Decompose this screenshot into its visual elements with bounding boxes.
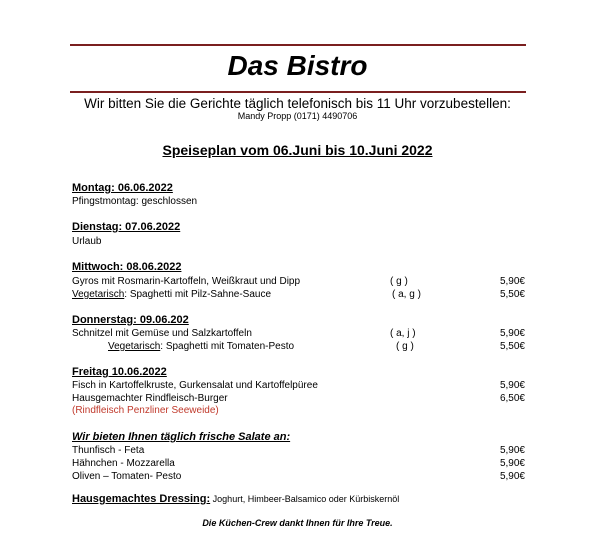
thursday-dish-1-price: 5,90€ [499,328,525,339]
friday-dish-2-note: (Rindfleisch Penzliner Seeweide) [72,405,219,416]
thursday-dish-1-allergens: ( a, j ) [390,328,416,339]
day-heading-tuesday: Dienstag: 07.06.2022 [72,221,181,233]
friday-dish-1-price: 5,90€ [499,380,525,391]
salads-heading: Wir bieten Ihnen täglich frische Salate an: [72,431,291,443]
thursday-dish-1: Schnitzel mit Gemüse und Salzkartoffeln [72,328,252,339]
top-rule [70,44,526,46]
title-rule [70,91,526,93]
wednesday-dish-2-price: 5,50€ [499,289,525,300]
dressing-options: Joghurt, Himbeer-Balsamico oder Kürbiskernöl [210,494,400,504]
thanks-note: Die Küchen-Crew dankt Ihnen für Ihre Treue. [202,518,393,528]
salad-item: Oliven – Tomaten- Pesto [72,471,182,482]
dressing-line [72,489,399,507]
friday-dish-2-price: 6,50€ [499,393,525,404]
wednesday-dish-1: Gyros mit Rosmarin-Kartoffeln, Weißkraut und Dipp [72,276,301,287]
salad-item-price: 5,90€ [499,458,525,469]
monday-note: Pfingstmontag: geschlossen [72,196,198,207]
page-title: Das Bistro [227,50,368,81]
wednesday-dish-1-allergens: ( g ) [390,276,408,287]
vegetarian-label: Vegetarisch [72,289,125,300]
wednesday-dish-2-allergens: ( a, g ) [392,289,421,300]
friday-dish-2: Hausgemachter Rindfleisch-Burger [72,393,228,404]
thursday-dish-2-allergens: ( g ) [396,341,414,352]
tuesday-note: Urlaub [72,236,102,247]
salad-item: Thunfisch - Feta [72,445,145,456]
salad-item: Hähnchen - Mozzarella [72,458,175,469]
contact-line: Mandy Propp (0171) 4490706 [237,111,358,121]
thursday-dish-2-price: 5,50€ [499,341,525,352]
day-heading-thursday: Donnerstag: 09.06.202 [72,314,189,326]
day-heading-wednesday: Mittwoch: 08.06.2022 [72,261,182,273]
vegetarian-label: Vegetarisch [108,341,161,352]
intro-text: Wir bitten Sie die Gerichte täglich telefonisch bis 11 Uhr vorzubestellen: [84,96,511,111]
wednesday-dish-2-text: : Spaghetti mit Pilz-Sahne-Sauce [124,289,272,300]
salad-item-price: 5,90€ [499,471,525,482]
menu-plan-title: Speiseplan vom 06.Juni bis 10.Juni 2022 [162,142,433,158]
salad-item-price: 5,90€ [499,445,525,456]
wednesday-dish-1-price: 5,90€ [499,276,525,287]
day-heading-friday: Freitag 10.06.2022 [72,366,167,378]
friday-dish-1: Fisch in Kartoffelkruste, Gurkensalat und Kartoffelpüree [72,380,318,391]
thursday-dish-2 [108,341,294,352]
day-heading-monday: Montag: 06.06.2022 [72,182,173,194]
wednesday-dish-2 [72,289,271,300]
thursday-dish-2-text: : Spaghetti mit Tomaten-Pesto [160,341,295,352]
dressing-heading: Hausgemachtes Dressing: [72,493,211,505]
